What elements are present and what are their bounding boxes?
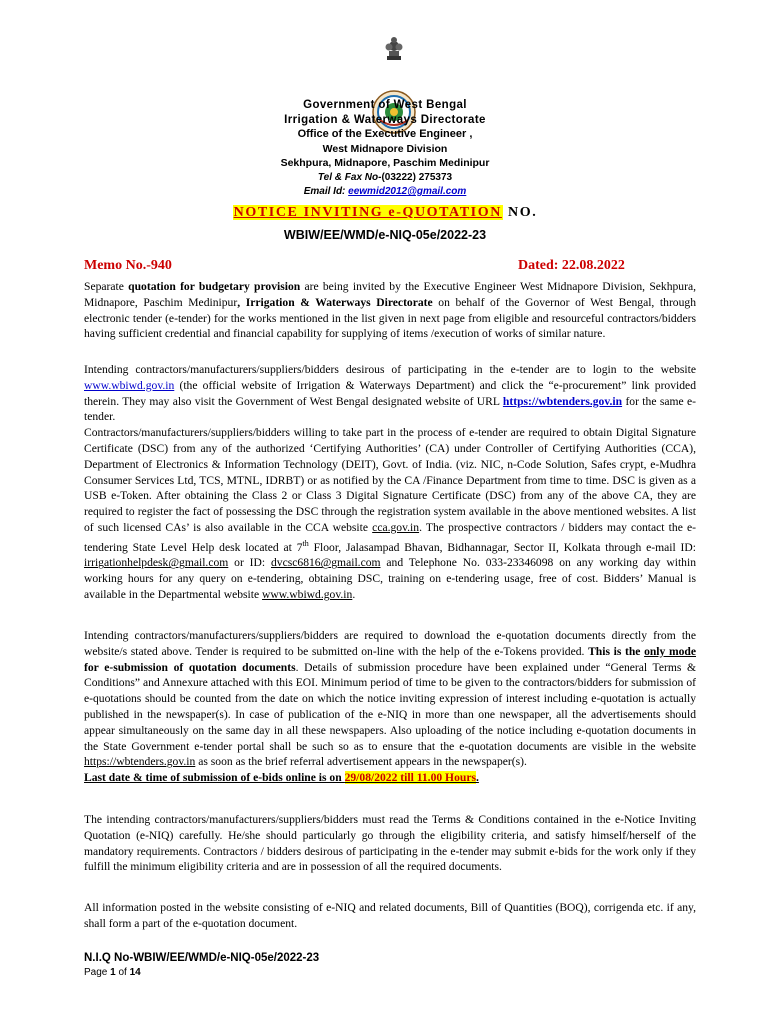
- paragraph-1: Separate quotation for budgetary provision are being invited by the Executive Engineer West Midnapore Division, Sekhpura, Midnapore, Paschim Medinipur, Irrigation & Waterways Directorate on behalf of the Governor of West Bengal, through electronic tender (e-tender) for the works mentioned in the list given in next page from eligible and resourceful contractors/bidders having sufficient credential and financial capability for supplying of items /execution of works of similar nature.: [84, 280, 697, 341]
- header-office: Office of the Executive Engineer ,: [297, 128, 473, 140]
- page-counter: Page 1 of 14: [84, 967, 141, 978]
- cca-link[interactable]: cca.gov.in: [372, 520, 420, 534]
- wbiwd-link[interactable]: www.wbiwd.gov.in: [84, 378, 175, 392]
- header-division: West Midnapore Division: [322, 142, 448, 155]
- last-date-value: 29/08/2022 till 11.00 Hours: [344, 771, 476, 785]
- helpdesk-email-link[interactable]: irrigationhelpdesk@gmail.com: [84, 556, 229, 570]
- memo-date: Dated: 22.08.2022: [518, 258, 625, 273]
- office-header: [180, 98, 590, 200]
- header-government: Government of West Bengal: [303, 99, 467, 111]
- page-footer: [84, 950, 319, 980]
- memo-number: Memo No.-940: [84, 258, 172, 273]
- header-directorate: Irrigation & Waterways Directorate: [284, 113, 486, 126]
- paragraph-3: Intending contractors/manufacturers/suppliers/bidders are required to download the e-quotation documents directly from the website/s stated above. Tender is required to be submitted on-line with the help of the e-Tokens provided. This is the only mode for e-submission of quotation documents. Details of submission procedure have been explained under “General Terms & Conditions” and Annexure attached with this EOI. Minimum period of time to be given to the contractors/bidders for submission of e-quotations should be counted from the date on which the notice inviting expression of interest including e-quotation is actually published in the newspaper(s). In case of publication of the e-NIQ in more than one newspaper, all the advertisements should appear simultaneously on the same day in all these newspapers. Also uploading of the notice including e-quotation documents in the State Government e-tender portal shall be such so as to ensure that the e-quotation documents are visible in the website https://wbtenders.gov.in as soon as the brief referral advertisement appears in the newspaper(s). Last date & time of submission of e-bids online is on 29/08/2022 till 11.00 Hours.: [84, 629, 696, 785]
- notice-reference: WBIW/EE/WMD/e-NIQ-05e/2022-23: [283, 228, 487, 242]
- paragraph-4: The intending contractors/manufacturers/suppliers/bidders must read the Terms & Conditions contained in the e-Notice Inviting Quotation (e-NIQ) carefully. He/she should particularly go through the eligibility criteria, and satisfy himself/herself of the mandatory requirements. Contractors / bidders desirous of participating in the e-tender may submit e-bids for the work only if they fulfill the minimum eligibility criteria and are in possession of all the required documents.: [84, 813, 696, 874]
- national-emblem-icon: [383, 36, 405, 62]
- last-date-line: Last date & time of submission of e-bids online is on 29/08/2022 till 11.00 Hours.: [84, 771, 479, 785]
- notice-title: NOTICE INVITING e-QUOTATION NO.: [233, 205, 538, 220]
- wbiwd-link-2[interactable]: www.wbiwd.gov.in: [262, 588, 353, 602]
- header-email: Email Id: eewmid2012@gmail.com: [303, 186, 467, 197]
- footer-niq: N.I.Q No-WBIW/EE/WMD/e-NIQ-05e/2022-23: [84, 952, 320, 964]
- dvcsc-email-link[interactable]: dvcsc6816@gmail.com: [271, 556, 381, 570]
- paragraph-2: Intending contractors/manufacturers/suppliers/bidders desirous of participating in the e-tender are to login to the website www.wbiwd.gov.in (the official website of Irrigation & Waterways Department) and click the “e-procurement” link provided therein. They may also visit the Government of West Bengal designated website of URL https://wbtenders.gov.in for the same e-tender. Contractors/manufacturers/suppliers/bidders willing to take part in the process of e-tender are required to obtain Digital Signature Certificate (DSC) from any of the authorized ‘Certifying Authorities’ (CA) under Controller of Certifying Authorities (CCA), Department of Electronics & Information Technology (DEIT), Govt. of India. (viz. NIC, n-Code Solution, Safes crypt, e-Mudhra Consumer Services Ltd, TCS, MTNL, IDRBT) or as notified by the CA /Finance Department from time to time. DSC is given as a USB e-Token. After obtaining the Class 2 or Class 3 Digital Signature Certificate (DSC) from any of the above CA, they are required to register the fact of possessing the DSC through the registration system available in the above mentioned websites. A list of such licensed CAs’ is also available in the CCA website cca.gov.in. The prospective contractors / bidders may contact the e-tendering State Level Help desk located at 7th Floor, Jalasampad Bhavan, Bidhannagar, Sector II, Kolkata through e-mail ID: irrigationhelpdesk@gmail.com or ID: dvcsc6816@gmail.com and Telephone No. 033-23346098 on any working day within working hours for any query on e-tendering, obtaining DSC, training on e-tendering usage, free of cost. Bidders’ Manual is available in the Departmental website www.wbiwd.gov.in.: [84, 363, 697, 602]
- email-link[interactable]: eewmid2012@gmail.com: [348, 186, 467, 197]
- header-address: Sekhpura, Midnapore, Paschim Medinipur: [280, 157, 490, 169]
- wbtenders-link[interactable]: https://wbtenders.gov.in: [502, 394, 623, 408]
- wbtenders-link-2[interactable]: https://wbtenders.gov.in: [84, 755, 196, 769]
- emblems: [0, 34, 770, 94]
- paragraph-5: All information posted in the website consisting of e-NIQ and related documents, Bill of Quantities (BOQ), corrigenda etc. if any, shall form a part of the e-quotation document.: [84, 901, 696, 930]
- header-tel: Tel & Fax No-(03222) 275373: [317, 171, 453, 183]
